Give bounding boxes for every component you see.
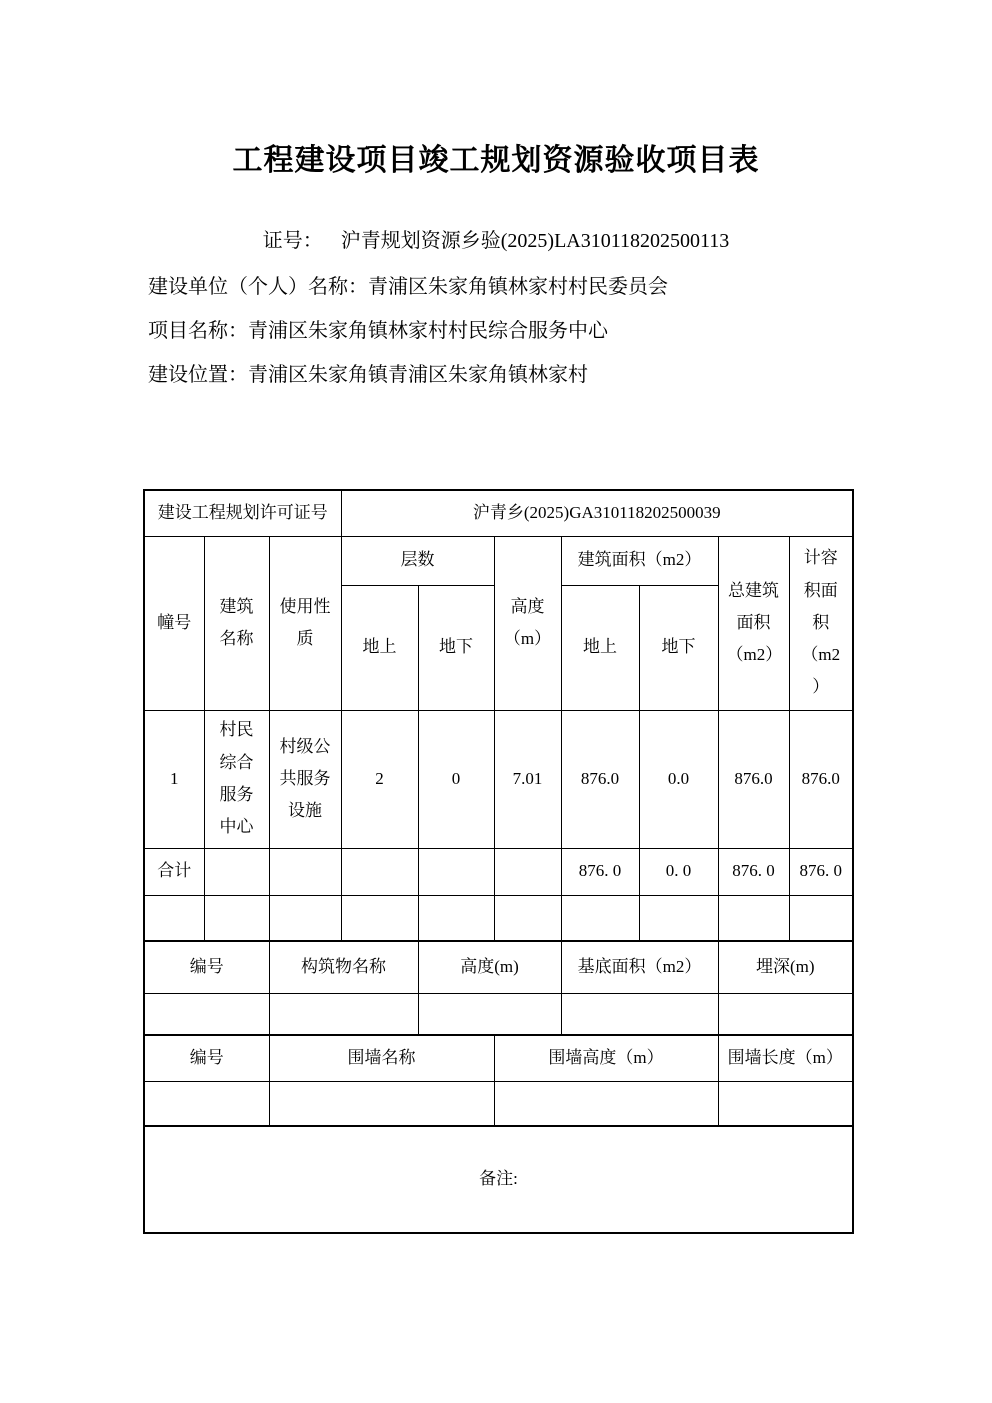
page-title: 工程建设项目竣工规划资源验收项目表 <box>232 144 760 177</box>
empty-cell <box>144 1081 269 1126</box>
building-row <box>144 710 853 848</box>
walls-no-header: 编号 <box>144 1035 269 1081</box>
header-floors-above: 地上 <box>341 585 418 710</box>
empty-cell <box>204 895 269 941</box>
empty-cell <box>144 895 204 941</box>
empty-cell <box>639 895 718 941</box>
empty-cell <box>341 848 418 895</box>
empty-cell <box>418 993 561 1035</box>
structures-name-header: 构筑物名称 <box>269 941 418 993</box>
header-floors-below: 地下 <box>418 585 494 710</box>
cell-building-name: 村民综合服务中心 <box>204 710 269 848</box>
cell-building-no: 1 <box>144 710 204 848</box>
empty-cell <box>494 1081 718 1126</box>
empty-building-row <box>144 895 853 941</box>
empty-cell <box>269 1081 494 1126</box>
cert-number-line <box>0 229 992 253</box>
header-usage: 使用性质 <box>269 536 341 710</box>
total-total-area: 876. 0 <box>718 848 789 895</box>
cell-total-area: 876.0 <box>718 710 789 848</box>
project-value: 青浦区朱家角镇林家村村民综合服务中心 <box>248 320 608 342</box>
info-line-project <box>148 319 992 343</box>
empty-cell <box>718 1081 853 1126</box>
header-plot-ratio-area: 计容积面积（m2） <box>789 536 853 710</box>
permit-value-cell: 沪青乡(2025)GA310118202500039 <box>341 490 853 536</box>
empty-cell <box>494 848 561 895</box>
acceptance-table <box>143 489 854 1234</box>
header-area-below: 地下 <box>639 585 718 710</box>
total-plot-ratio-area: 876. 0 <box>789 848 853 895</box>
walls-empty-row <box>144 1081 853 1126</box>
cell-usage: 村级公共服务设施 <box>269 710 341 848</box>
header-height: 高度（m） <box>494 536 561 710</box>
total-label-cell: 合计 <box>144 848 204 895</box>
header-building-name: 建筑名称 <box>204 536 269 710</box>
structures-base-area-header: 基底面积（m2） <box>561 941 718 993</box>
empty-cell <box>561 895 639 941</box>
permit-label-cell: 建设工程规划许可证号 <box>144 490 341 536</box>
cell-plot-ratio-area: 876.0 <box>789 710 853 848</box>
empty-cell <box>204 848 269 895</box>
cell-area-above: 876.0 <box>561 710 639 848</box>
cert-number-label: 证号： <box>262 230 323 252</box>
remarks-row <box>144 1126 853 1233</box>
empty-cell <box>718 993 853 1035</box>
empty-cell <box>561 993 718 1035</box>
empty-cell <box>341 895 418 941</box>
info-line-builder <box>148 275 992 299</box>
cert-number-value: 沪青规划资源乡验(2025)LA310118202500113 <box>340 230 730 252</box>
info-line-location <box>148 363 992 387</box>
structures-height-header: 高度(m) <box>418 941 561 993</box>
header-building-no: 幢号 <box>144 536 204 710</box>
empty-cell <box>789 895 853 941</box>
structures-no-header: 编号 <box>144 941 269 993</box>
empty-cell <box>144 993 269 1035</box>
cell-floors-below: 0 <box>418 710 494 848</box>
empty-cell <box>418 848 494 895</box>
empty-cell <box>494 895 561 941</box>
empty-cell <box>269 895 341 941</box>
cell-floors-above: 2 <box>341 710 418 848</box>
structures-depth-header: 埋深(m) <box>718 941 853 993</box>
cell-area-below: 0.0 <box>639 710 718 848</box>
empty-cell <box>269 993 418 1035</box>
header-total-area: 总建筑面积（m2） <box>718 536 789 710</box>
permit-row <box>144 490 853 536</box>
walls-height-header: 围墙高度（m） <box>494 1035 718 1081</box>
header-floor-area: 建筑面积（m2） <box>561 536 718 585</box>
walls-name-header: 围墙名称 <box>269 1035 494 1081</box>
location-label: 建设位置： <box>148 364 248 386</box>
empty-cell <box>718 895 789 941</box>
builder-value: 青浦区朱家角镇林家村村民委员会 <box>368 276 668 298</box>
total-area-above: 876. 0 <box>561 848 639 895</box>
walls-length-header: 围墙长度（m） <box>718 1035 853 1081</box>
total-row <box>144 848 853 895</box>
empty-cell <box>269 848 341 895</box>
structures-header-row <box>144 941 853 993</box>
header-floors: 层数 <box>341 536 494 585</box>
total-area-below: 0. 0 <box>639 848 718 895</box>
walls-header-row <box>144 1035 853 1081</box>
cell-height: 7.01 <box>494 710 561 848</box>
header-area-above: 地上 <box>561 585 639 710</box>
structures-empty-row <box>144 993 853 1035</box>
location-value: 青浦区朱家角镇青浦区朱家角镇林家村 <box>248 364 588 386</box>
project-label: 项目名称： <box>148 320 248 342</box>
remarks-cell: 备注: <box>144 1126 853 1233</box>
empty-cell <box>418 895 494 941</box>
info-block <box>148 275 992 387</box>
builder-label: 建设单位（个人）名称： <box>148 276 368 298</box>
header-row-1 <box>144 536 853 585</box>
